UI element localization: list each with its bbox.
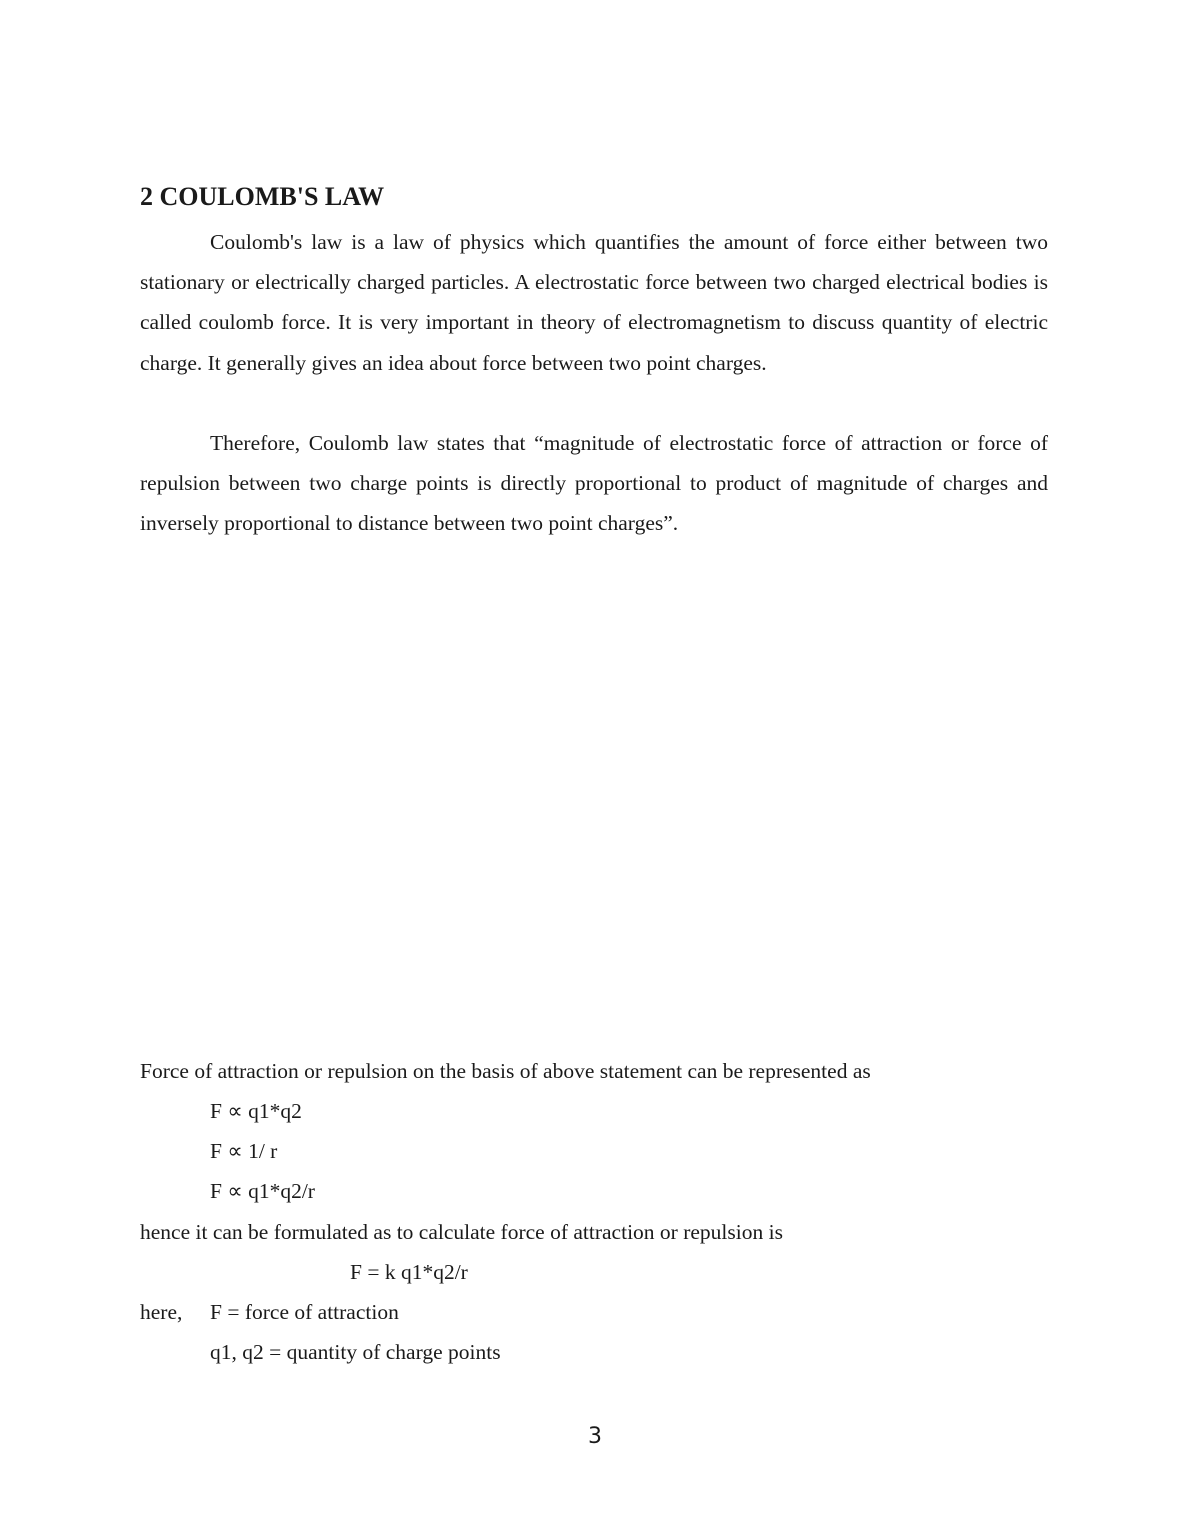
proportionality-distance: F ∝ 1/ r [210,1139,278,1163]
page-number: 3 [588,1424,602,1449]
definition-force: F = force of attraction [210,1300,399,1324]
coulomb-formula: F = k q1*q2/r [350,1260,468,1284]
derivation-conclusion: hence it can be formulated as to calculate force of attraction or repulsion is [140,1220,783,1244]
proportionality-combined: F ∝ q1*q2/r [210,1179,315,1203]
definition-charges: q1, q2 = quantity of charge points [210,1340,501,1364]
derivation-intro: Force of attraction or repulsion on the basis of above statement can be represented as [140,1059,871,1083]
section-heading: 2 COULOMB'S LAW [140,182,385,211]
paragraph-statement: Therefore, Coulomb law states that “magnitude of electrostatic force of attraction or force of repulsion between two charge points is directly proportional to product of magnitude of charges and inversely proportional to distance between two point charges”. [140,431,1048,536]
proportionality-product: F ∝ q1*q2 [210,1099,302,1123]
paragraph-definition: Coulomb's law is a law of physics which quantifies the amount of force either between two stationary or electrically charged particles. A electrostatic force between two charged electrical bodies is called coulomb force. It is very important in theory of electromagnetism to discuss quantity of electric charge. It generally gives an idea about force between two point charges. [140,230,1048,375]
definitions-label: here, [140,1300,183,1324]
